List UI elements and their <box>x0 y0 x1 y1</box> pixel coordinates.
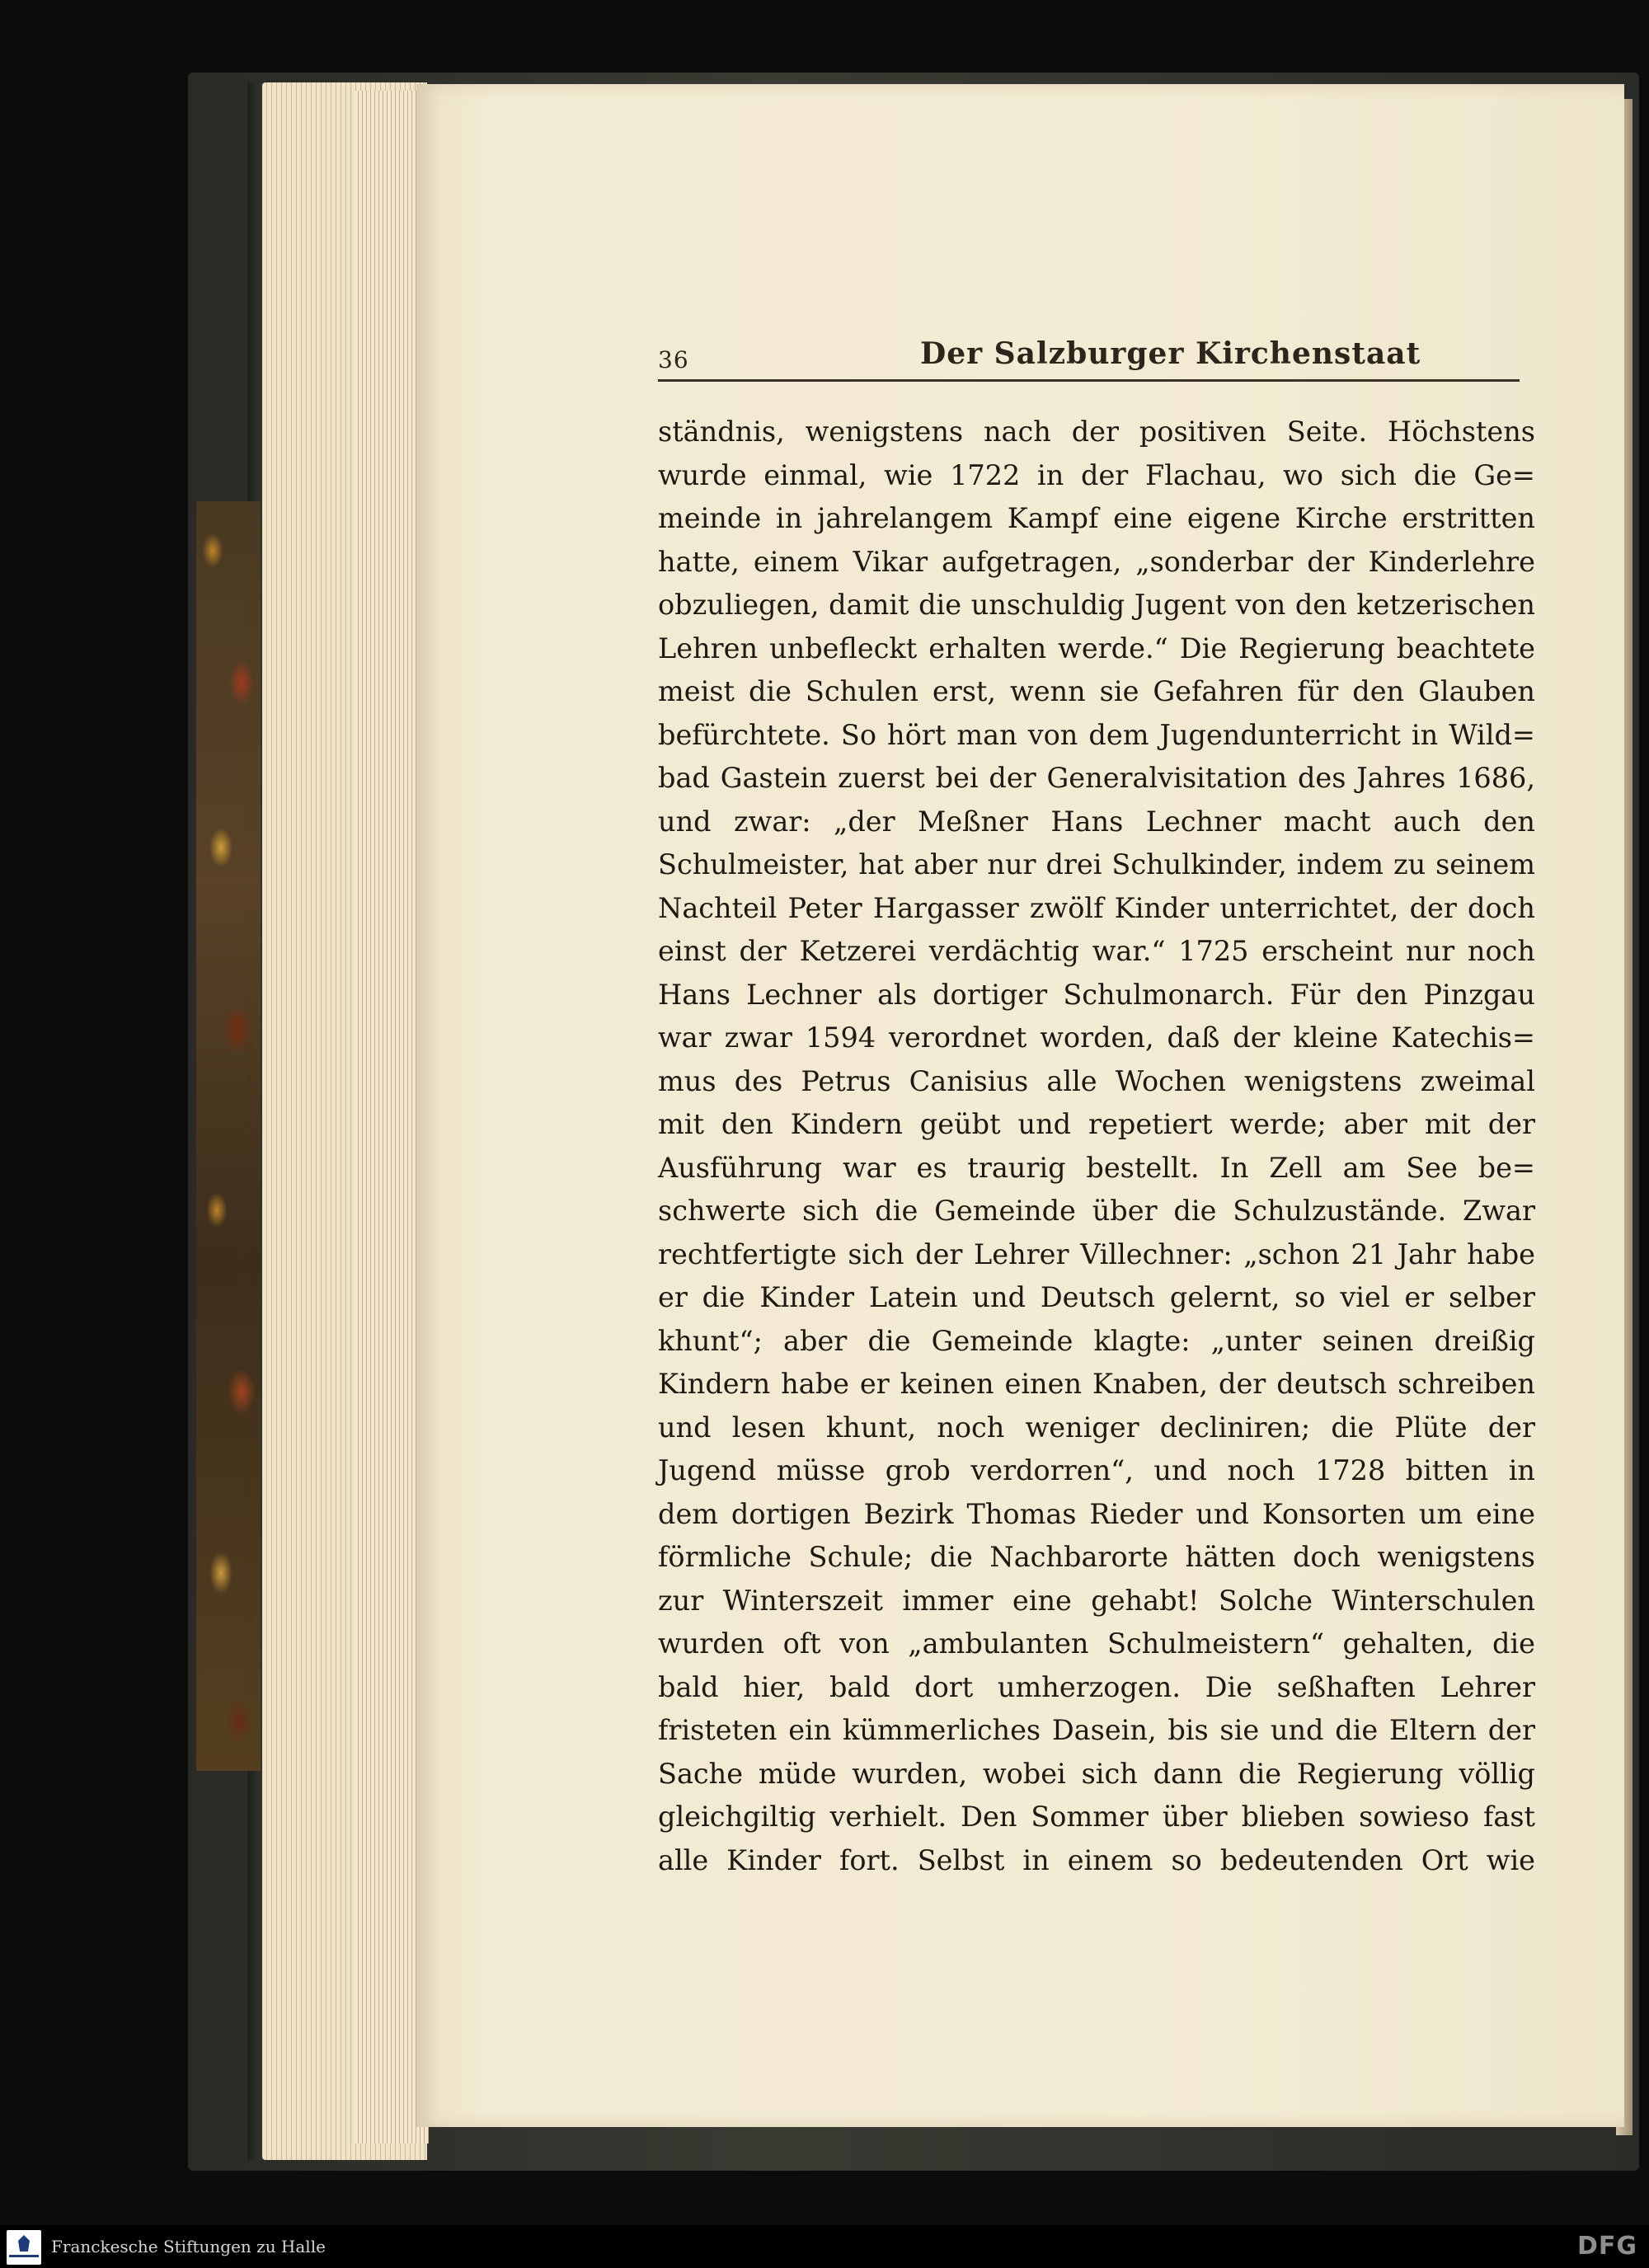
text-line: befürchtete. So hört man von dem Jugendunterricht in Wild= <box>658 718 1535 751</box>
logo-emblem <box>18 2235 30 2252</box>
marbled-cover-paper <box>196 501 261 1771</box>
text-line: dem dortigen Bezirk Thomas Rieder und Konsorten um eine <box>658 1497 1535 1530</box>
text-line: er die Kinder Latein und Deutsch gelernt, so viel er selber <box>658 1281 1535 1313</box>
text-line: zur Winterszeit immer eine gehabt! Solche Winterschulen <box>658 1584 1535 1617</box>
running-head <box>658 331 1520 382</box>
text-line: mus des Petrus Canisius alle Wochen wenigstens zweimal <box>658 1064 1535 1097</box>
text-line: khunt“; aber die Gemeinde klagte: „unter seinen dreißig <box>658 1324 1535 1357</box>
text-line: Ausführung war es traurig bestellt. In Zell am See be= <box>658 1151 1535 1184</box>
text-line: Lehren unbefleckt erhalten werde.“ Die Regierung beachtete <box>658 632 1535 664</box>
text-line: wurden oft von „ambulanten Schulmeistern“ gehalten, die <box>658 1627 1535 1660</box>
text-line: ständnis, wenigstens nach der positiven Seite. Höchstens <box>658 416 1535 448</box>
text-line: förmliche Schule; die Nachbarorte hätten doch wenigstens <box>658 1541 1535 1573</box>
text-line: einst der Ketzerei verdächtig war.“ 1725 erscheint nur noch <box>658 935 1535 967</box>
text-line: hatte, einem Vikar aufgetragen, „sonderbar der Kinderlehre <box>658 545 1535 578</box>
text-line: rechtfertigte sich der Lehrer Villechner: „schon 21 Jahr habe <box>658 1237 1535 1270</box>
text-line: wurde einmal, wie 1722 in der Flachau, wo sich die Ge= <box>658 458 1535 491</box>
text-line: und lesen khunt, noch weniger decliniren; die Plüte der <box>658 1411 1535 1444</box>
institution-logo-icon <box>7 2230 41 2265</box>
text-line: gleichgiltig verhielt. Den Sommer über blieben sowieso fast <box>658 1801 1535 1833</box>
text-line: Kindern habe er keinen einen Knaben, der deutsch schreiben <box>658 1368 1535 1400</box>
running-title: Der Salzburger Kirchenstaat <box>920 336 1421 371</box>
footer-institution-name: Franckesche Stiftungen zu Halle <box>51 2237 326 2256</box>
body-text <box>658 411 1535 1882</box>
text-line: bad Gastein zuerst bei der Generalvisitation des Jahres 1686, <box>658 762 1535 794</box>
text-line: meinde in jahrelangem Kampf eine eigene Kirche erstritten <box>658 502 1535 534</box>
text-line: schwerte sich die Gemeinde über die Schulzustände. Zwar <box>658 1195 1535 1227</box>
text-line: und zwar: „der Meßner Hans Lechner macht auch den <box>658 805 1535 838</box>
text-line: obzuliegen, damit die unschuldig Jugent von den ketzerischen <box>658 589 1535 621</box>
text-line: bald hier, bald dort umherzogen. Die seßhaften Lehrer <box>658 1670 1535 1703</box>
text-line: Hans Lechner als dortiger Schulmonarch. Für den Pinzgau <box>658 978 1535 1011</box>
footer-bar <box>0 2225 1649 2268</box>
text-line: Schulmeister, hat aber nur drei Schulkinder, indem zu seinem <box>658 848 1535 880</box>
text-line: Sache müde wurden, wobei sich dann die Regierung völlig <box>658 1757 1535 1790</box>
page-number: 36 <box>658 346 689 373</box>
text-line: war zwar 1594 verordnet worden, daß der kleine Katechis= <box>658 1021 1535 1054</box>
text-line: meist die Schulen erst, wenn sie Gefahren für den Glauben <box>658 675 1535 707</box>
text-line: Jugend müsse grob verdorren“, und noch 1728 bitten in <box>658 1454 1535 1486</box>
dfg-logo: DFG <box>1576 2232 1637 2261</box>
text-line: alle Kinder fort. Selbst in einem so bedeutenden Ort wie <box>658 1843 1535 1876</box>
text-line: fristeten ein kümmerliches Dasein, bis sie und die Eltern der <box>658 1714 1535 1746</box>
logo-caption-bar <box>9 2255 39 2257</box>
text-line: mit den Kindern geübt und repetiert werde; aber mit der <box>658 1108 1535 1140</box>
text-line: Nachteil Peter Hargasser zwölf Kinder unterrichtet, der doch <box>658 891 1535 924</box>
